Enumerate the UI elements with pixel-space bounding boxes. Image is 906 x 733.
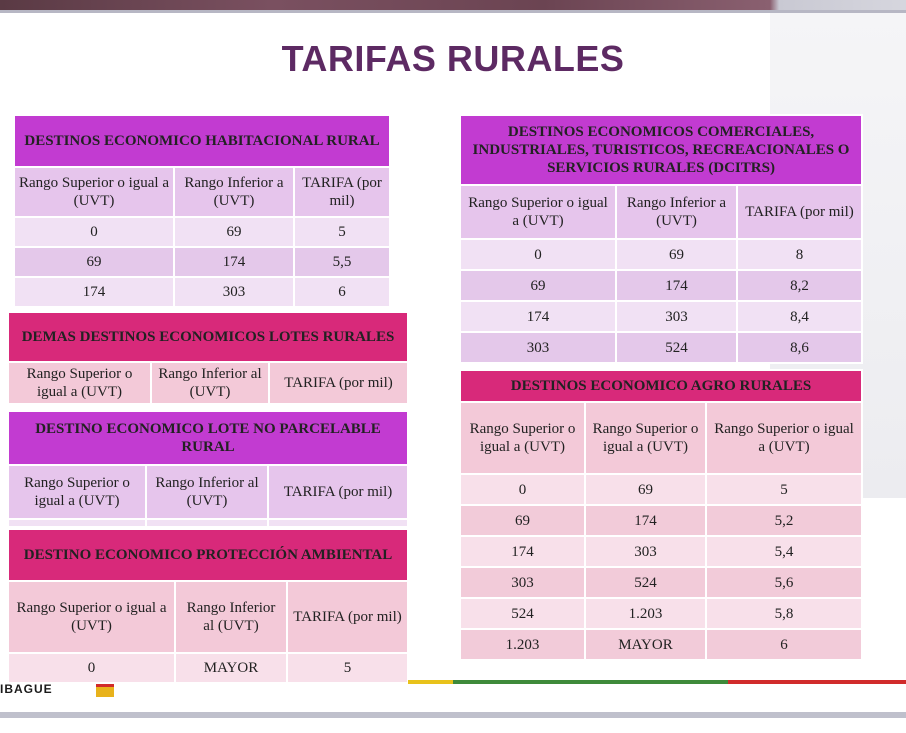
column-header: Rango Superior o igual a (UVT) bbox=[8, 581, 175, 653]
table-title: DESTINOS ECONOMICO AGRO RURALES bbox=[460, 370, 862, 402]
table-cell: 524 bbox=[585, 567, 706, 598]
top-decorative-band bbox=[0, 0, 906, 10]
page-title: TARIFAS RURALES bbox=[281, 38, 625, 79]
table-proteccion-ambiental bbox=[7, 528, 409, 684]
table-cell: 8 bbox=[737, 239, 862, 270]
footer-bar-red bbox=[728, 680, 906, 684]
table-title: DESTINOS ECONOMICOS COMERCIALES, INDUSTRIALES, TURISTICOS, RECREACIONALES O SERVICIOS RURALES (DCITRS) bbox=[460, 115, 862, 185]
table-agro-rurales bbox=[459, 369, 863, 661]
column-header: TARIFA (por mil) bbox=[287, 581, 408, 653]
column-header: Rango Superior o igual a (UVT) bbox=[460, 185, 616, 239]
column-header: Rango Superior o igual a (UVT) bbox=[460, 402, 585, 474]
column-header: TARIFA (por mil) bbox=[269, 362, 408, 404]
table-cell: 0 bbox=[14, 217, 174, 247]
table-cell: 303 bbox=[585, 536, 706, 567]
footer-bar-yellow bbox=[408, 680, 453, 684]
table-cell: 174 bbox=[14, 277, 174, 307]
footer-divider bbox=[0, 712, 906, 718]
table-cell: 5,4 bbox=[706, 536, 862, 567]
table-cell: 69 bbox=[585, 474, 706, 505]
table-title: DESTINOS ECONOMICO HABITACIONAL RURAL bbox=[14, 115, 390, 167]
table-cell: 524 bbox=[460, 598, 585, 629]
table-cell: 69 bbox=[616, 239, 737, 270]
table-cell: 174 bbox=[174, 247, 294, 277]
table-cell: MAYOR bbox=[175, 653, 287, 683]
table-cell: 303 bbox=[460, 332, 616, 363]
column-header: Rango Superior o igual a (UVT) bbox=[706, 402, 862, 474]
table-cell: 174 bbox=[585, 505, 706, 536]
table-cell: 5,8 bbox=[706, 598, 862, 629]
table-comerciales bbox=[459, 114, 863, 364]
logo-text: IBAGUE bbox=[0, 682, 53, 696]
table-cell: 8,2 bbox=[737, 270, 862, 301]
table-cell: 303 bbox=[460, 567, 585, 598]
column-header: Rango Superior o igual a (UVT) bbox=[8, 362, 151, 404]
column-header: Rango Inferior a (UVT) bbox=[616, 185, 737, 239]
column-header: TARIFA (por mil) bbox=[268, 465, 408, 519]
table-cell: 0 bbox=[460, 474, 585, 505]
table-title: DEMAS DESTINOS ECONOMICOS LOTES RURALES bbox=[8, 312, 408, 362]
table-cell: 1.203 bbox=[585, 598, 706, 629]
table-cell: 69 bbox=[14, 247, 174, 277]
table-habitacional bbox=[13, 114, 391, 308]
table-cell: 6 bbox=[294, 277, 390, 307]
table-cell: 174 bbox=[460, 536, 585, 567]
table-cell: 174 bbox=[460, 301, 616, 332]
column-header: Rango Inferior al (UVT) bbox=[146, 465, 268, 519]
table-cell: 69 bbox=[460, 270, 616, 301]
table-cell: 1.203 bbox=[460, 629, 585, 660]
table-lotes-rurales bbox=[7, 311, 409, 405]
table-cell: 0 bbox=[8, 653, 175, 683]
table-lote-no-parcelable bbox=[7, 410, 409, 528]
column-header: TARIFA (por mil) bbox=[294, 167, 390, 217]
column-header: Rango Superior o igual a (UVT) bbox=[8, 465, 146, 519]
table-cell: 174 bbox=[616, 270, 737, 301]
table-cell: 303 bbox=[616, 301, 737, 332]
table-cell: 69 bbox=[460, 505, 585, 536]
logo-icon bbox=[96, 684, 114, 697]
table-cell: 6 bbox=[706, 629, 862, 660]
table-cell: 69 bbox=[174, 217, 294, 247]
column-header: Rango Superior o igual a (UVT) bbox=[585, 402, 706, 474]
table-title: DESTINO ECONOMICO LOTE NO PARCELABLE RURAL bbox=[8, 411, 408, 465]
table-cell: 5,5 bbox=[294, 247, 390, 277]
table-title: DESTINO ECONOMICO PROTECCIÓN AMBIENTAL bbox=[8, 529, 408, 581]
table-cell: 5,6 bbox=[706, 567, 862, 598]
table-cell: 5 bbox=[294, 217, 390, 247]
table-cell: 524 bbox=[616, 332, 737, 363]
table-cell: MAYOR bbox=[585, 629, 706, 660]
table-cell: 303 bbox=[174, 277, 294, 307]
table-cell: 8,6 bbox=[737, 332, 862, 363]
column-header: Rango Inferior al (UVT) bbox=[175, 581, 287, 653]
footer-color-bar bbox=[408, 680, 906, 684]
column-header: Rango Inferior a (UVT) bbox=[174, 167, 294, 217]
table-cell: 5 bbox=[287, 653, 408, 683]
table-cell: 5 bbox=[706, 474, 862, 505]
table-cell: 8,4 bbox=[737, 301, 862, 332]
table-cell: 0 bbox=[460, 239, 616, 270]
footer-bar-green bbox=[453, 680, 728, 684]
table-cell: 5,2 bbox=[706, 505, 862, 536]
column-header: Rango Superior o igual a (UVT) bbox=[14, 167, 174, 217]
column-header: TARIFA (por mil) bbox=[737, 185, 862, 239]
column-header: Rango Inferior al (UVT) bbox=[151, 362, 269, 404]
